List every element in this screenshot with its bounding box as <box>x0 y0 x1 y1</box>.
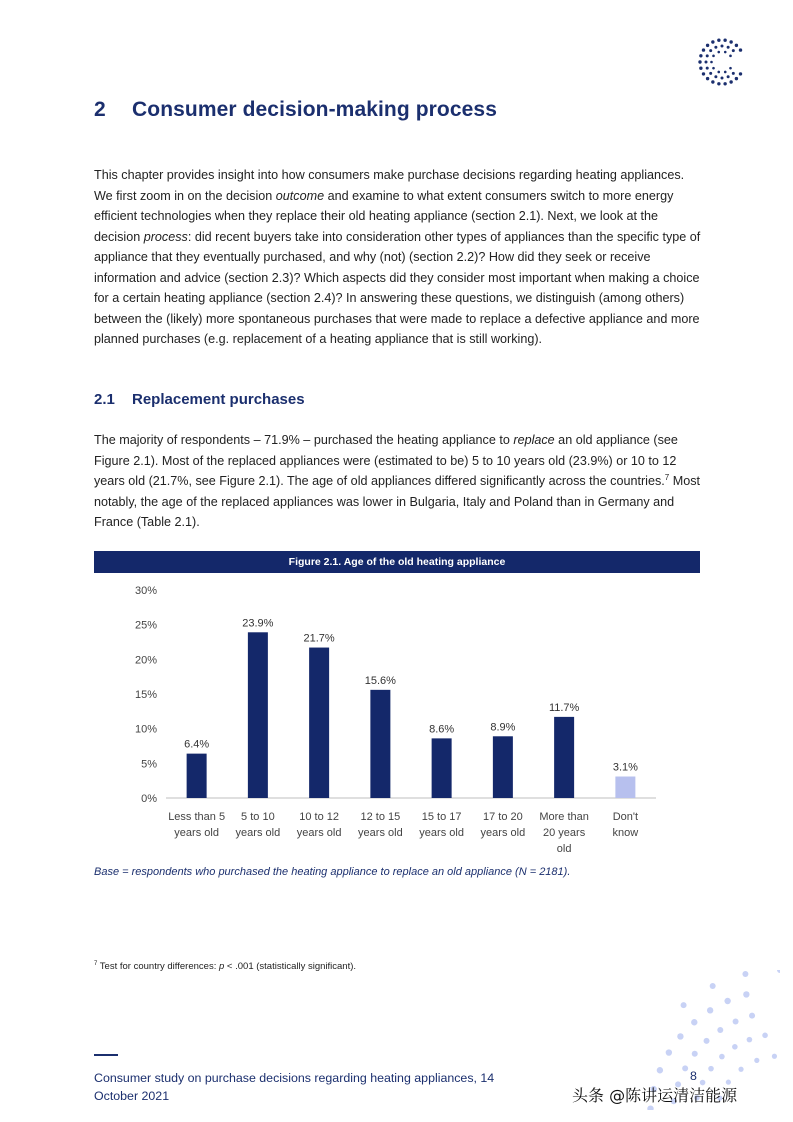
logo-dot <box>729 40 732 43</box>
text-emphasis: p <box>218 961 225 972</box>
decor-dot <box>742 971 748 977</box>
decor-dot <box>732 1044 738 1050</box>
logo-dot <box>732 49 735 52</box>
logo-dot <box>724 51 727 54</box>
figure-title: Figure 2.1. Age of the old heating appliance <box>94 551 700 573</box>
logo-dot <box>712 55 715 58</box>
decor-dot <box>666 1049 672 1055</box>
footer-divider <box>94 1054 118 1056</box>
logo-dot <box>705 61 708 64</box>
bar-value-label: 15.6% <box>364 674 396 687</box>
y-tick-label: 30% <box>134 585 157 597</box>
logo-dot <box>706 77 709 80</box>
decor-dot <box>717 1027 723 1033</box>
text-run: an old appliance (see Figure 2.1). Most of the replaced appliances were (estimated to be) 5 to 10 years old (23.9%) or 10 to 12 years old (21.7%, see Figure 2.1). The age of old appliances differed significantly across the countries. <box>94 433 678 488</box>
decor-dot <box>677 1033 683 1039</box>
x-tick-label: 10 to 12 years old <box>296 811 342 839</box>
logo-dot <box>698 60 701 63</box>
figure-base-note: Base = respondents who purchased the heating appliance to replace an old appliance (N = 2181). <box>94 866 571 878</box>
x-tick-label: 12 to 15 years old <box>358 811 403 839</box>
logo-dot <box>732 72 735 75</box>
footnote <box>94 961 356 972</box>
text-run: and examine to what extent consumers switch to more energy efficient technologies when they replace their old heating appliance (section 2.1). Next, we look at the decision <box>94 188 674 244</box>
bar-chart <box>94 576 700 858</box>
logo-dot <box>729 67 732 70</box>
chapter-number: 2 <box>94 98 106 121</box>
bar-value-label: 8.9% <box>490 721 516 734</box>
section-paragraph <box>94 430 704 533</box>
decor-dot <box>777 970 780 973</box>
x-tick-label: Don't know <box>612 811 639 839</box>
logo-dot <box>727 46 730 49</box>
footnote-ref[interactable]: 7 <box>664 472 670 482</box>
intro-paragraph <box>94 165 704 350</box>
logo-dot <box>714 46 717 49</box>
logo-dot <box>714 75 717 78</box>
logo-icon <box>696 36 748 88</box>
logo-dot <box>709 72 712 75</box>
logo-dot <box>723 82 726 85</box>
x-tick-label: 15 to 17 years old <box>419 811 464 839</box>
decor-dot <box>754 1058 759 1063</box>
text-emphasis: process <box>143 229 188 244</box>
y-tick-label: 5% <box>141 758 157 771</box>
logo-dot <box>706 67 709 70</box>
logo-dot <box>721 45 724 48</box>
section-number: 2.1 <box>94 391 115 408</box>
logo-dot <box>723 39 726 42</box>
decor-dot <box>762 1033 768 1039</box>
footnote-mark: 7 <box>94 960 98 967</box>
logo-dot <box>717 82 720 85</box>
logo-dot <box>699 54 702 57</box>
logo-dot <box>717 51 720 54</box>
source-tag: 头条 @陈讲运清洁能源 <box>572 1086 738 1105</box>
y-tick-label: 20% <box>134 654 157 667</box>
text-emphasis: outcome <box>275 188 325 203</box>
decor-dot <box>772 1054 777 1059</box>
logo-dot <box>739 48 742 51</box>
chapter-heading <box>94 98 497 122</box>
logo-dot <box>739 72 742 75</box>
decor-dot <box>719 1054 725 1060</box>
decor-dot <box>733 1019 739 1025</box>
decor-dot <box>692 1051 698 1057</box>
decor-dot <box>657 1067 663 1073</box>
text-run: Test for country differences: <box>97 961 219 972</box>
decor-dot <box>708 1066 714 1072</box>
bar <box>309 648 329 798</box>
decor-dot <box>747 1037 753 1043</box>
decor-dot <box>691 1019 697 1025</box>
bar <box>615 777 635 798</box>
text-run: : did recent buyers take into consideration other types of appliances than the specific type of appliance that they eventually purchased, and why (not) (section 2.2)? How did they seek or receive information and advice (section 2.3)? Which aspects did they consider most important when making a choice for a certain heating appliance (section 2.4)? In answering these questions, we distinguish (among others) between the (likely) more spontaneous purchases that were made to replace a defective appliance and more planned purchases (e.g. replacement of a heating appliance that is still working). <box>94 229 701 346</box>
text-run: This chapter provides insight into how consumers make purchase decisions regarding heating appliances. We first zoom in on the decision <box>94 168 685 203</box>
decor-dot <box>704 1038 710 1044</box>
page-number: 8 <box>690 1069 697 1083</box>
logo-dot <box>727 75 730 78</box>
bar <box>248 632 268 798</box>
section-heading <box>94 391 305 408</box>
decor-dot <box>724 998 730 1004</box>
bar <box>493 736 513 798</box>
logo-dot <box>699 66 702 69</box>
decor-dot <box>707 1007 713 1013</box>
y-tick-label: 15% <box>134 689 157 701</box>
decor-dot <box>749 1013 755 1019</box>
logo-dot <box>721 77 724 80</box>
logo-dot <box>717 71 720 74</box>
logo-dot <box>710 61 713 64</box>
logo-dot <box>706 44 709 47</box>
x-tick-label: 5 to 10 years old <box>235 811 281 839</box>
decor-dot <box>743 991 749 997</box>
bar <box>370 690 390 798</box>
text-run: The majority of respondents – 71.9% – purchased the heating appliance to <box>94 433 514 447</box>
y-tick-label: 25% <box>134 619 157 632</box>
bar-value-label: 3.1% <box>612 761 638 774</box>
y-tick-label: 10% <box>134 723 157 736</box>
x-tick-label: 17 to 20 years old <box>480 811 526 839</box>
bar-value-label: 23.9% <box>242 617 274 630</box>
logo-dot <box>724 71 727 74</box>
bar-value-label: 21.7% <box>303 632 335 645</box>
logo-dot <box>735 44 738 47</box>
logo-dot <box>709 49 712 52</box>
bar-value-label: 11.7% <box>548 701 580 714</box>
logo-dot <box>717 39 720 42</box>
x-tick-label: More than 20 years old <box>539 811 589 855</box>
bar-value-label: 8.6% <box>429 723 455 736</box>
decor-dot <box>681 1002 687 1008</box>
logo-dot <box>712 67 715 70</box>
decor-dot <box>682 1065 688 1071</box>
footer-text: Consumer study on purchase decisions regarding heating appliances, 14 October 2021 <box>94 1071 495 1103</box>
bar <box>432 738 452 798</box>
logo-dot <box>711 80 714 83</box>
logo-dot <box>735 77 738 80</box>
bar-value-label: 6.4% <box>184 738 210 751</box>
y-tick-label: 0% <box>141 793 157 805</box>
logo-dot <box>702 72 705 75</box>
text-emphasis: replace <box>513 433 555 447</box>
logo-dot <box>702 48 705 51</box>
text-run: < .001 (statistically significant). <box>224 961 357 972</box>
chapter-title: Consumer decision-making process <box>132 98 497 121</box>
logo-dot <box>706 54 709 57</box>
decor-dot <box>647 1105 653 1110</box>
logo-dot <box>729 80 732 83</box>
section-title: Replacement purchases <box>132 391 305 408</box>
logo-dot <box>729 55 732 58</box>
text-run: Most notably, the age of the replaced appliances was lower in Bulgaria, Italy and Poland than in Germany and France (Table 2.1). <box>94 474 701 529</box>
logo-dot <box>711 40 714 43</box>
x-tick-label: Less than 5 years old <box>168 811 226 839</box>
bar <box>554 717 574 798</box>
decor-dot <box>710 983 716 989</box>
bar <box>187 754 207 798</box>
decor-dot <box>738 1067 743 1072</box>
